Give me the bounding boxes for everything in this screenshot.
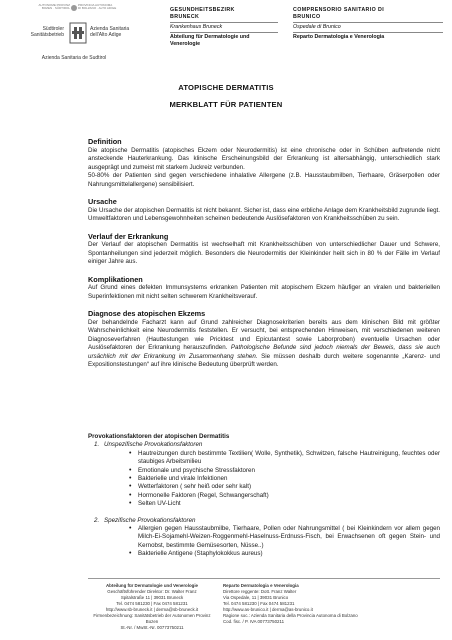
provocation-heading: Provokationsfaktoren der atopischen Dermatitis bbox=[88, 433, 230, 440]
header-divider bbox=[293, 22, 443, 23]
health-authority-logo bbox=[14, 4, 134, 66]
document-body bbox=[88, 138, 440, 370]
department-de-2: Venerologie bbox=[170, 41, 201, 48]
footer-company-it: Ragione soc.: Azienda Sanitaria della Provincia Autonoma di Bolzano bbox=[223, 613, 358, 618]
footer-web-de: http://www.sb-bruneck.it | derma@sb-bruneck.it bbox=[105, 607, 199, 612]
diagnosis-text-end: Sie müssen deshalb durch weitere sogenannte „Karenz- und Expositionstestungen“ auf ihre klinische Bedeutung überprüft werden. bbox=[88, 352, 440, 368]
province-emblem-row bbox=[22, 4, 126, 14]
logo-text-it-2: dell'Alto Adige bbox=[90, 32, 122, 38]
list-item: • Bakterielle und virale Infektionen bbox=[138, 475, 440, 483]
footer-tax-it: Cod. fisc. / P. IVA 00773750211 bbox=[223, 619, 285, 624]
province-de-line-1: AUTONOME PROVINZ bbox=[38, 3, 70, 7]
complications-paragraph: Auf Grund eines defekten Immunsystems erkranken Patienten mit atopischem Ekzem häufiger an viralen und bakteriellen Superinfektionen mit nicht selten schwerem Krankheitsverauf. bbox=[88, 284, 440, 300]
footer-italian-column bbox=[223, 583, 398, 625]
footer-tax-de: St.-Nr. / MwSt.-Nr. 00773750211 bbox=[120, 625, 184, 630]
province-emblem-icon bbox=[71, 5, 77, 11]
footer-german-column bbox=[88, 583, 216, 631]
section-heading-definition: Definition bbox=[88, 137, 122, 146]
province-de-line-2: BOZEN · SÜDTIROL bbox=[41, 6, 70, 11]
header-italian-column bbox=[293, 7, 443, 41]
letterhead bbox=[0, 0, 452, 72]
provocation-group-2-list bbox=[88, 525, 440, 559]
list-item: • Wetterfaktoren ( sehr heiß oder sehr kalt) bbox=[138, 483, 440, 491]
cause-paragraph: Die Ursache der atopischen Dermatitis ist nicht bekannt. Sicher ist, dass eine erbliche Anlage dem Krankheitsbild zugrunde liegt. Umweltfaktoren und Lebensgewohnheiten scheinen bedeutende Auslösefaktoren von Krankheitsschüben zu sein. bbox=[88, 206, 440, 222]
footer-dept-de: Abteilung für Dermatologie und Venerologie bbox=[106, 583, 198, 588]
course-paragraph: Der Verlauf der atopischen Dermatitis ist wechselhaft mit Krankheitsschüben von unterschiedlicher Dauer und Schwere, Spontanheilungen sind jederzeit möglich. Besonders die Neurodermitis der Kleinkinder heilt sich in 80 % der Fälle im Verlauf einiger Jahre aus. bbox=[88, 241, 440, 265]
city-de: BRUNECK bbox=[170, 14, 200, 21]
provocation-group-1-title: 1. Unspezifische Provokationsfaktoren bbox=[94, 441, 203, 449]
definition-paragraph-1: Die atopische Dermatitis (atopisches Ekzem oder Neurodermitis) ist eine chronische oder in Schüben auftretende nicht ansteckende Hauterkrankung. Das klinische Erscheinungsbild der Erkrankung ist altersabhängig, unterschiedlich stark ausgeprägt und zumeist mit starkem Juckreiz verbunden. bbox=[88, 146, 440, 171]
footer-address-de: Spitalstraße 11 | 39031 Bruneck bbox=[120, 595, 184, 600]
provocation-group-1-list bbox=[88, 450, 440, 509]
footer-phone-it: Tel. 0474 581230 | Fax 0474 581231 bbox=[223, 601, 295, 606]
footer-dept-it: Reparto Dermatologia e Venerologia bbox=[223, 583, 299, 588]
definition-paragraph-2: 50-80% der Patienten sind gegen verschiedene inhalative Allergene (z.B. Hausstaubmilben, Tierhaare, Gräserpollen oder Nahrungsmittelallergene) sensibilisiert. bbox=[88, 172, 440, 188]
diagnosis-text: Der behandelnde Facharzt kann auf Grund zahlreicher Diagnosekriterien bereits aus dem klinischen Bild mit größter Wahrscheinlichkeit eine Neurodermitis feststellen. Er versucht, bei entsprechenden Hinweisen, mit verschiedenen weiteren Diagnoseverfahren (Hauttestungen wie Pricktest und Epicutantest sowie Laborproben) eventuelle Ursachen oder Auslösefaktoren der Erkrankung herauszufinden. bbox=[88, 318, 440, 351]
province-it-line-1: PROVINCIA AUTONOMA bbox=[78, 3, 113, 7]
footer-head-it: Direttore reggente: Dott. Franz Walter bbox=[223, 589, 297, 594]
section-heading-cause: Ursache bbox=[88, 197, 117, 206]
header-german-column bbox=[170, 7, 278, 48]
province-it-line-2: DI BOLZANO · ALTO ADIGE bbox=[78, 6, 117, 11]
header-divider bbox=[293, 32, 443, 33]
logo-text-de-2: Sanitätsbetrieb bbox=[30, 32, 64, 38]
footer-web-it: http://www.as-brunico.it | derma@as-brunico.it bbox=[223, 607, 313, 612]
list-item: • Emotionale und psychische Stressfaktoren bbox=[138, 467, 440, 475]
city-it: BRUNICO bbox=[293, 14, 321, 21]
logo-text-it-1: Azienda Sanitaria bbox=[90, 26, 130, 32]
document-subtitle: MERKBLATT FÜR PATIENTEN bbox=[169, 100, 283, 109]
department-de-1: Abteilung für Dermatologie und bbox=[170, 34, 250, 41]
section-heading-complications: Komplikationen bbox=[88, 274, 143, 284]
section-heading-diagnosis: Diagnose des atopischen Ekzems bbox=[88, 309, 206, 318]
list-item: • Bakterielle Antigene (Staphylokokkus aureus) bbox=[138, 550, 440, 558]
diagnosis-paragraph bbox=[88, 319, 440, 370]
provocation-factors bbox=[88, 433, 440, 559]
hospital-de: Krankenhaus Bruneck bbox=[170, 24, 223, 31]
document-titles bbox=[0, 83, 452, 109]
logo-text-ladin: Azienda Sanitaria de Sudtirol bbox=[41, 55, 107, 61]
list-item: • Hormonelle Faktoren (Regel, Schwangerschaft) bbox=[138, 492, 440, 500]
provocation-group-2-title: 2. Spezifische Provokationsfaktoren bbox=[94, 516, 196, 524]
department-it: Reparto Dermatologia e Venerologia bbox=[293, 34, 385, 41]
document-title: ATOPISCHE DERMATITIS bbox=[178, 83, 274, 92]
health-authority-mark-icon bbox=[69, 22, 87, 44]
hospital-it: Ospedale di Brunico bbox=[293, 24, 341, 31]
district-de: GESUNDHEITSBEZIRK bbox=[170, 7, 235, 13]
header-divider bbox=[170, 32, 278, 33]
footer-head-de: Geschäftsführender Direktor: Dr. Walter Franz bbox=[107, 589, 197, 594]
footer-company-de: Firmenbezeichnung: Sanitätsbetrieb der Autonomen Provinz Bozen bbox=[93, 613, 211, 624]
header-divider bbox=[170, 22, 278, 23]
list-item: • Selten UV-Licht bbox=[138, 500, 440, 508]
district-it: COMPRENSORIO SANITARIO DI bbox=[293, 7, 385, 13]
footer-phone-de: Tel. 0474 581230 | Fax 0474 581231 bbox=[116, 601, 188, 606]
logo-text-de-1: Südtiroler bbox=[42, 26, 64, 32]
section-heading-course: Verlauf der Erkrankung bbox=[88, 231, 169, 241]
page-footer bbox=[88, 578, 440, 636]
footer-address-it: Via Ospedale, 11 | 39031 Brunico bbox=[223, 595, 289, 600]
diagnosis-italic-note: Pathologische Befunde sind jedoch niemals der Beweis, dass sie auch ursächlich mit der Erkrankung im Zusammenhang stehen. bbox=[88, 344, 440, 360]
list-item: • Allergien gegen Hausstaubmilbe, Tierhaare, Pollen oder Nahrungsmittel ( bei Kleinkindern vor allem gegen Milch-Ei-Sojamehl-Weizen-Roggenmehl-Haselnuss-Erdnuss-Fisch, bei Erwachsenen oft gegen Stein- und Kernobst, bestimmte Gemüsesorten, Nüsse..) bbox=[138, 525, 440, 550]
list-item: • Hautreizungen durch bestimmte Textilien( Wolle, Synthetik), Schwitzen, falsche Hautreinigung, feuchtes oder staubiges Arbeitsmilieu bbox=[138, 450, 440, 467]
